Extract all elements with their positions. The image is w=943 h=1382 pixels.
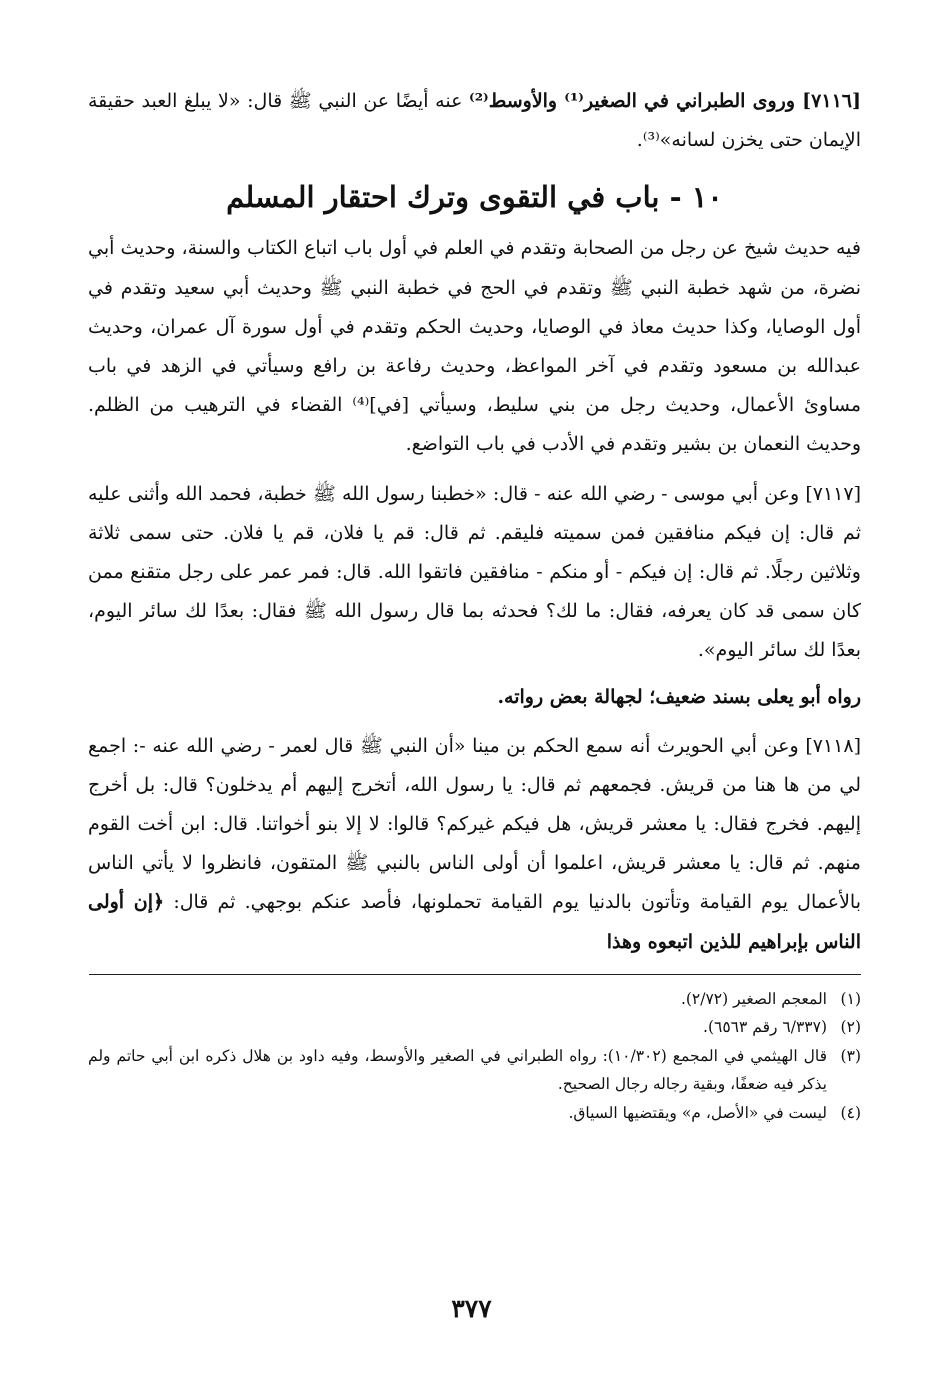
footnote-text: (٦/٣٣٧ رقم ٦٥٦٣). (703, 1018, 827, 1037)
footnote-number: (١) (840, 989, 861, 1008)
footnotes (88, 985, 861, 1128)
page-number: ٣٧٧ (451, 1294, 492, 1323)
footnote-text: قال الهيثمي في المجمع (١٠/٣٠٢): رواه الطبراني في الصغير والأوسط، وفيه داود بن هلال ذكره ابن أبي حاتم ولم يذكر فيه ضعفًا، وبقية رجاله رجال الصحيح. (88, 1046, 827, 1094)
hadith-7117: [٧١١٧] وعن أبي موسى - رضي الله عنه - قال: «خطبنا رسول الله ﷺ خطبة، فحمد الله وأثنى عليه ثم قال: إن فيكم منافقين فمن سميته فليقم. ثم قال: قم يا فلان، قم يا فلان. حتى سمى ثلاثة وثلاثين رجلًا. ثم قال: إن فيكم - أو منكم - منافقين فاتقوا الله. قال: فمر عمر على رجل متقنع ممن كان سمى قد كان يعرفه، فقال: ما لك؟ فحدثه بما قال رسول الله ﷺ فقال: بعدًا لك سائر اليوم، بعدًا لك سائر اليوم». (88, 482, 861, 662)
hadith-7116-lead: [٧١١٦] وروى الطبراني في الصغير⁽¹⁾ والأوسط⁽²⁾ (469, 90, 861, 112)
page-body (88, 82, 861, 1127)
footnote (88, 1099, 861, 1128)
footnote-number: (٣) (840, 1046, 861, 1065)
footnote (88, 985, 861, 1014)
chapter-heading: ١٠ - باب في التقوى وترك احتقار المسلم (226, 180, 723, 215)
quran-verse: ﴿إن أولى الناس بإبراهيم للذين اتبعوه وهذا (88, 891, 861, 953)
hadith-7116 (88, 82, 861, 160)
hadith-7116-text: عنه أيضًا عن النبي ﷺ قال: «لا يبلغ العبد حقيقة الإيمان حتى يخزن لسانه»⁽³⁾. (88, 90, 861, 152)
footnote-text: المعجم الصغير (٢/٧٢). (680, 989, 827, 1008)
footnote (88, 1013, 861, 1042)
footnote-separator (89, 974, 861, 975)
hadith-7118-text: [٧١١٨] وعن أبي الحويرث أنه سمع الحكم بن مينا «أن النبي ﷺ قال لعمر - رضي الله عنه -: اجمع لي من ها هنا من قريش. فجمعهم ثم قال: يا رسول الله، أتخرج إليهم أم يدخلون؟ قال: بل أخرج إليهم. فخرج فقال: يا معشر قريش، هل فيكم غيركم؟ قالوا: لا إلا بنو أخواتنا. قال: ابن أخت القوم منهم. ثم قال: يا معشر قريش، اعلموا أن أولى الناس بالنبي ﷺ المتقون، فانظروا لا يأتي الناس بالأعمال يوم القيامة وتأتون بالدنيا يوم القيامة تحملونها، فأصد عنكم بوجهي. ثم قال: (88, 734, 862, 914)
narration-note: رواه أبو يعلى بسند ضعيف؛ لجهالة بعض رواته. (497, 685, 861, 708)
chapter-intro: فيه حديث شيخ عن رجل من الصحابة وتقدم في العلم في أول باب اتباع الكتاب والسنة، وحديث أبي نضرة، من شهد خطبة النبي ﷺ وتقدم في الحج في خطبة النبي ﷺ وحديث أبي سعيد وتقدم في أول الوصايا، وكذا حديث معاذ في الوصايا، وحديث الحكم وتقدم في أول سورة آل عمران، وحديث عبدالله بن مسعود وتقدم في آخر المواعظ، وحديث رفاعة بن رافع وسيأتي في الزهد في باب مساوئ الأعمال، وحديث رجل من بني سليط، وسيأتي [في]⁽⁴⁾ القضاء في الترهيب من الظلم. وحديث النعمان بن بشير وتقدم في الأدب في باب التواضع. (88, 237, 861, 456)
hadith-7118 (88, 727, 861, 962)
footnote (88, 1042, 861, 1099)
footnote-number: (٢) (840, 1018, 861, 1037)
footnote-text: ليست في «الأصل، م» ويقتضيها السياق. (568, 1103, 827, 1122)
footnote-number: (٤) (840, 1103, 861, 1122)
